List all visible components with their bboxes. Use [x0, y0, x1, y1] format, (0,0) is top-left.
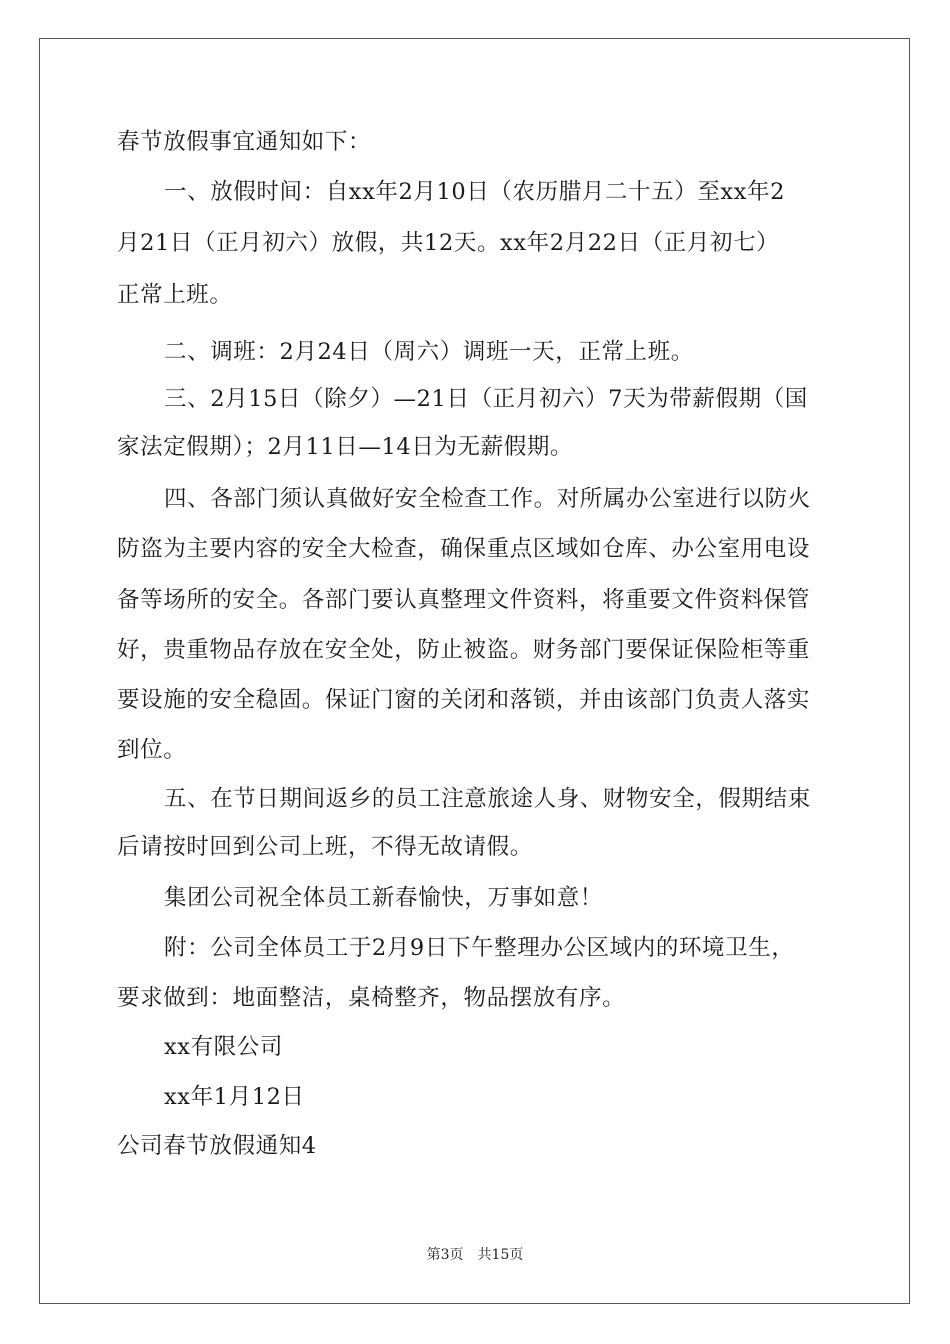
paragraph-note-line-1: 附：公司全体员工于2月9日下午整理办公区域内的环境卫生，	[164, 935, 795, 961]
paragraph-1-line-1: 一、放假时间：自xx年2月10日（农历腊月二十五）至xx年2	[164, 179, 786, 205]
paragraph-4-line-4: 好，贵重物品存放在安全处，防止被盗。财务部门要保证保险柜等重	[117, 637, 811, 663]
paragraph-note-line-2: 要求做到：地面整洁，桌椅整齐，物品摆放有序。	[117, 985, 626, 1011]
paragraph-intro: 春节放假事宜通知如下：	[117, 129, 372, 155]
paragraph-4-line-6: 到位。	[117, 737, 187, 763]
paragraph-4-line-5: 要设施的安全稳固。保证门窗的关闭和落锁，并由该部门负责人落实	[117, 687, 811, 713]
paragraph-1-line-3: 正常上班。	[117, 282, 233, 308]
paragraph-2-line-1: 二、调班：2月24日（周六）调班一天，正常上班。	[164, 339, 694, 365]
paragraph-4-line-2: 防盗为主要内容的安全大检查，确保重点区域如仓库、办公室用电设	[117, 536, 811, 562]
signature-company: xx有限公司	[164, 1034, 283, 1060]
signature-date: xx年1月12日	[164, 1084, 305, 1110]
paragraph-5-line-2: 后请按时回到公司上班，不得无故请假。	[117, 834, 533, 860]
next-section-title: 公司春节放假通知4	[117, 1133, 317, 1159]
paragraph-5-line-1: 五、在节日期间返乡的员工注意旅途人身、财物安全，假期结束	[164, 786, 811, 812]
paragraph-4-line-3: 备等场所的安全。各部门要认真整理文件资料，将重要文件资料保管	[117, 587, 811, 613]
page-number: 第3页	[426, 1247, 464, 1263]
paragraph-greeting: 集团公司祝全体员工新春愉快，万事如意！	[164, 885, 603, 911]
paragraph-4-line-1: 四、各部门须认真做好安全检查工作。对所属办公室进行以防火	[164, 486, 811, 512]
paragraph-3-line-1: 三、2月15日（除夕）—21日（正月初六）7天为带薪假期（国	[164, 386, 808, 412]
page-footer	[0, 1244, 950, 1264]
page-total: 共15页	[477, 1247, 524, 1263]
paragraph-3-line-2: 家法定假期）；2月11日—14日为无薪假期。	[117, 434, 574, 460]
paragraph-1-line-2: 月21日（正月初六）放假，共12天。xx年2月22日（正月初七）	[117, 230, 780, 256]
